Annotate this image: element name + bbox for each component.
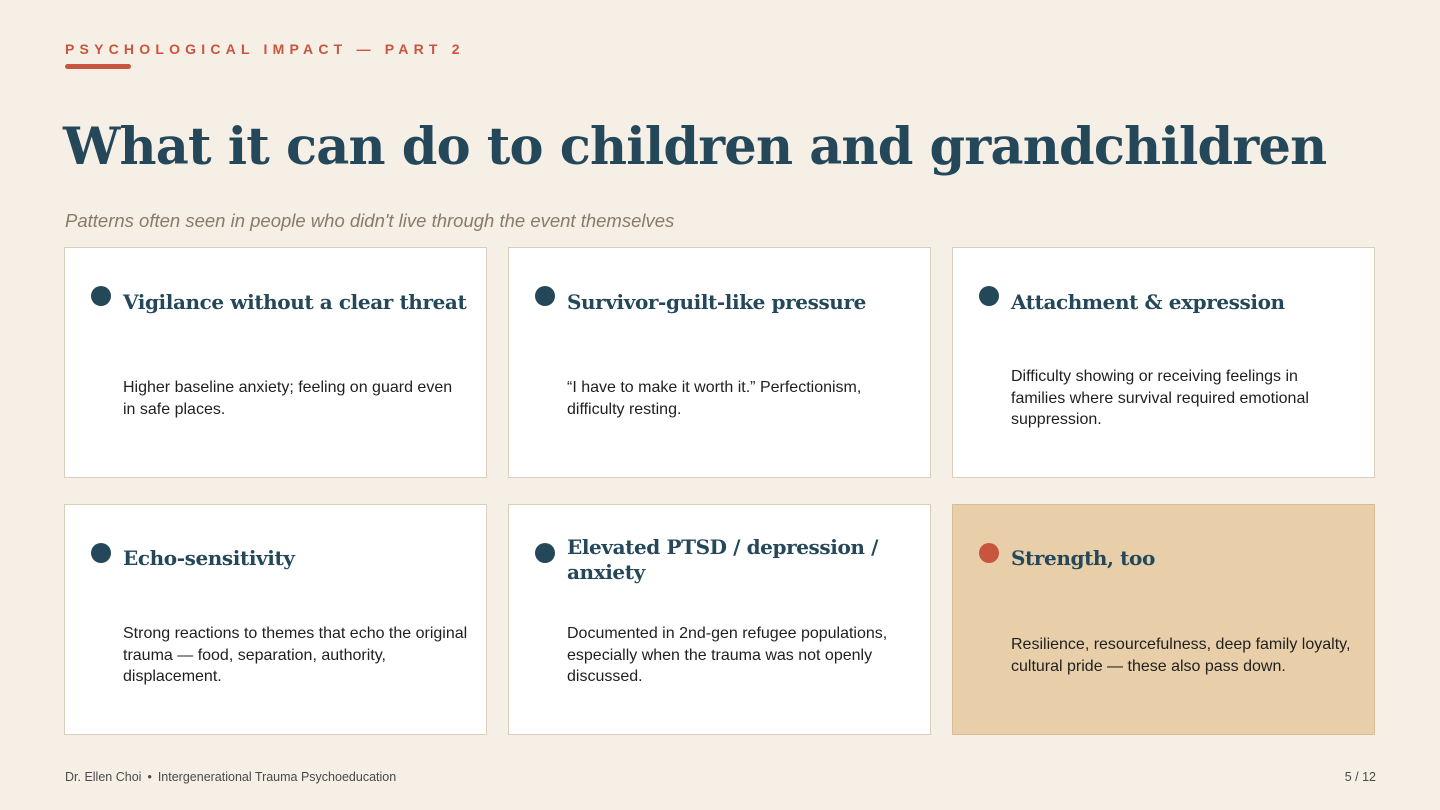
card-echo-sensitivity — [64, 504, 487, 735]
slide-subtitle: Patterns often seen in people who didn't live through the event themselves — [65, 210, 675, 231]
card-body: Strong reactions to themes that echo the original trauma — food, separation, authority, displacement. — [123, 625, 468, 685]
section-eyebrow: PSYCHOLOGICAL IMPACT — PART 2 — [65, 41, 465, 57]
card-body: Difficulty showing or receiving feelings in families where survival required emotional suppression. — [1011, 368, 1309, 428]
bullet-dot-icon — [535, 286, 555, 306]
card-strength — [952, 504, 1375, 735]
card-attachment — [952, 247, 1375, 478]
card-title: Survivor-guilt-like pressure — [567, 290, 866, 314]
bullet-dot-icon — [91, 543, 111, 563]
slide-title: What it can do to children and grandchildren — [63, 117, 1327, 177]
card-title: Echo-sensitivity — [123, 546, 295, 570]
card-body: Resilience, resourcefulness, deep family loyalty, cultural pride — these also pass down. — [1011, 636, 1351, 675]
card-body: Higher baseline anxiety; feeling on guard even in safe places. — [123, 379, 453, 418]
card-title: Attachment & expression — [1011, 290, 1285, 314]
footer-separator: • — [147, 770, 152, 784]
bullet-dot-icon — [535, 543, 555, 563]
card-body: “I have to make it worth it.” Perfectionism, difficulty resting. — [567, 379, 862, 418]
card-title: Vigilance without a clear threat — [123, 290, 467, 314]
eyebrow-underline — [65, 64, 131, 69]
card-elevated-ptsd — [508, 504, 931, 735]
bullet-dot-icon — [91, 286, 111, 306]
footer-course: Intergenerational Trauma Psychoeducation — [157, 770, 397, 784]
bullet-dot-icon — [979, 286, 999, 306]
footer-author: Dr. Ellen Choi — [65, 770, 142, 784]
card-vigilance — [64, 247, 487, 478]
card-survivor-guilt — [508, 247, 931, 478]
footer-credit — [65, 770, 396, 784]
card-body: Documented in 2nd-gen refugee populations, especially when the trauma was not openly discussed. — [567, 625, 888, 685]
bullet-dot-icon — [979, 543, 999, 563]
page-number: 5 / 12 — [1344, 770, 1376, 784]
card-title: Strength, too — [1011, 546, 1155, 570]
card-title: Elevated PTSD / depression / anxiety — [567, 535, 879, 584]
